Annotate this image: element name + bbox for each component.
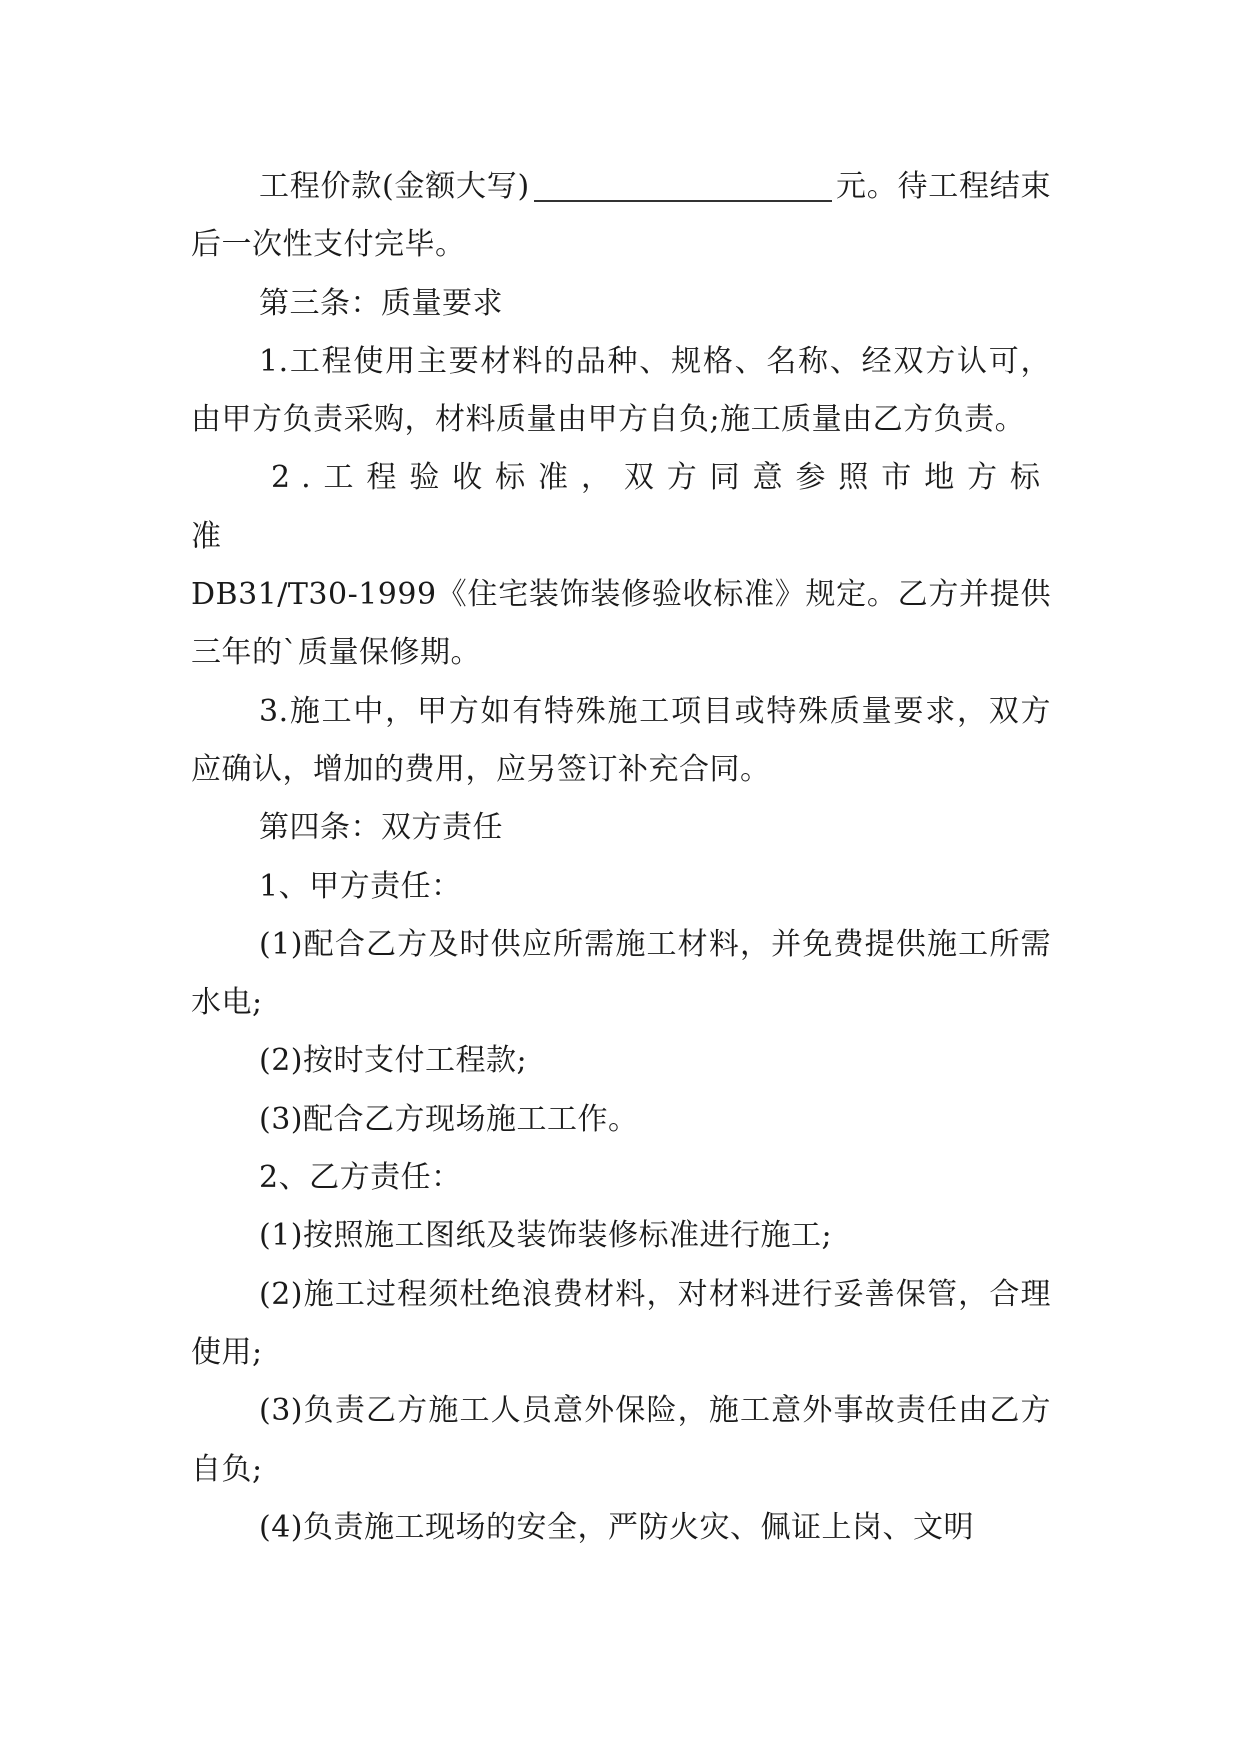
party-a-heading: 1、甲方责任： [259,868,462,904]
party-a-item-2: (2)按时支付工程款; [259,1043,528,1079]
article-3-item-2-continued: DB31/T30-1999《住宅装饰装修验收标准》规定。乙方并提供三年的`质量保修期。 [191,577,1051,671]
article-3-item-1: 1.工程使用主要材料的品种、规格、名称、经双方认可，由甲方负责采购，材料质量由甲方自负;施工质量由乙方负责。 [191,343,1051,438]
payment-paragraph [191,158,1051,275]
payment-suffix: 元。待工程结束后一次性支付完毕。 [191,169,1051,263]
party-b-heading: 2、乙方责任： [259,1160,462,1196]
article-3-heading: 第三条：质量要求 [259,285,503,321]
article-3-item-3: 3.施工中，甲方如有特殊施工项目或特殊质量要求，双方应确认，增加的费用，应另签订补充合同。 [191,693,1051,787]
party-b-item-2: (2)施工过程须杜绝浪费材料，对材料进行妥善保管，合理使用; [191,1276,1051,1370]
party-a-item-1: (1)配合乙方及时供应所需施工材料，并免费提供施工所需水电; [191,926,1051,1021]
article-3-item-2-line-1: 2.工程验收标准，双方同意参照市地方标准 [191,460,1051,554]
party-b-item-3: (3)负责乙方施工人员意外保险，施工意外事故责任由乙方自负; [191,1393,1051,1487]
payment-label: 工程价款(金额大写) [259,169,530,204]
party-a-item-3: (3)配合乙方现场施工工作。 [259,1101,639,1137]
article-4-heading: 第四条：双方责任 [259,810,503,846]
party-b-item-1: (1)按照施工图纸及装饰装修标准进行施工; [259,1218,833,1254]
amount-blank-line [534,170,832,202]
party-b-item-4: (4)负责施工现场的安全，严防火灾、佩证上岗、文明 [259,1509,974,1545]
document-body [191,158,1051,1557]
